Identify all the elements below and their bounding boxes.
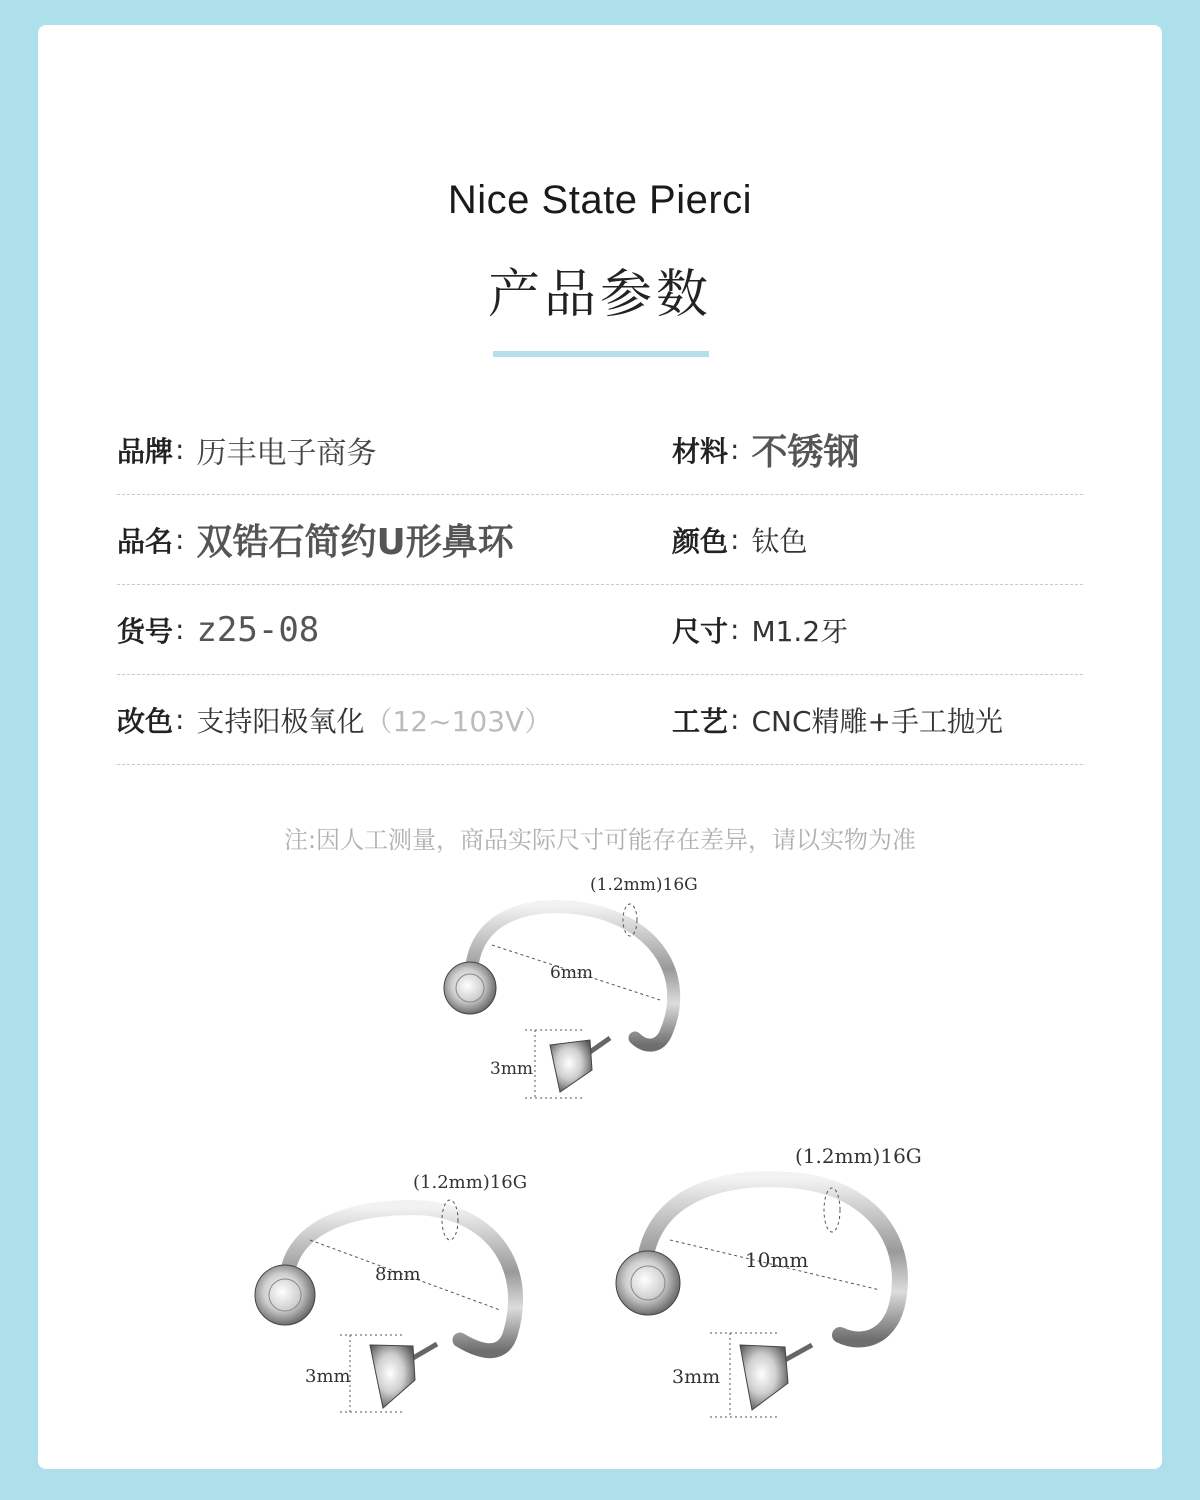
- spec-product-name: 品名 : 双锆石简约U形鼻环: [117, 495, 514, 584]
- gem-back: [370, 1345, 415, 1408]
- spec-row: [117, 675, 1083, 765]
- gem-back: [740, 1345, 788, 1410]
- spec-label: 材料: [672, 434, 729, 468]
- spec-label: 改色: [117, 704, 174, 738]
- spec-row: [117, 585, 1083, 675]
- spec-row: [117, 405, 1083, 495]
- spec-size: 尺寸 : M1.2牙: [672, 585, 848, 674]
- spec-label: 尺寸: [672, 614, 729, 648]
- spec-row: [117, 495, 1083, 585]
- gem-front: [255, 1265, 315, 1325]
- screw-thread: [590, 1038, 610, 1052]
- spec-label: 颜色: [672, 524, 729, 558]
- spec-label: 工艺: [672, 704, 729, 738]
- gem-front: [616, 1251, 680, 1315]
- spec-value: CNC精雕+手工抛光: [751, 704, 1003, 738]
- spec-value: M1.2牙: [751, 614, 849, 648]
- spec-craft: 工艺 : CNC精雕+手工抛光: [672, 675, 1003, 764]
- spec-label: 品名: [117, 524, 174, 558]
- diameter-label: 6mm: [550, 963, 594, 983]
- gem-back: [550, 1040, 592, 1092]
- spec-value: 历丰电子商务: [196, 435, 377, 471]
- spec-value: z25-08: [196, 609, 320, 650]
- diameter-label: 8mm: [375, 1264, 421, 1285]
- section-heading: 产品参数: [487, 265, 712, 325]
- heading-underline: [493, 351, 709, 357]
- spec-label: 货号: [117, 614, 174, 648]
- spec-item-number: 货号 : z25-08: [117, 609, 320, 650]
- spec-color: 颜色 : 钛色: [672, 495, 807, 584]
- gem-front: [444, 962, 496, 1014]
- spec-material: 材料 : 不锈钢: [672, 405, 859, 494]
- gem-size-label: 3mm: [305, 1366, 351, 1387]
- ring-diagram-6mm: [420, 870, 740, 1110]
- ring-diagram-10mm: [600, 1135, 960, 1435]
- spec-label: 品牌: [117, 434, 174, 468]
- spec-value-note: （12~103V）: [364, 704, 553, 738]
- screw-thread: [413, 1344, 437, 1358]
- spec-value: 支持阳极氧化: [196, 704, 365, 738]
- spec-value: 双锆石简约U形鼻环: [196, 522, 514, 563]
- screw-thread: [785, 1345, 812, 1360]
- ring-diagram-8mm: [245, 1160, 575, 1430]
- brand-title: Nice State Pierci: [447, 178, 753, 222]
- gauge-label: (1.2mm)16G: [590, 875, 698, 895]
- diameter-label: 10mm: [745, 1248, 809, 1272]
- spec-value: 不锈钢: [751, 432, 860, 473]
- gauge-label: (1.2mm)16G: [413, 1172, 528, 1193]
- measurement-note: 注:因人工测量，商品实际尺寸可能存在差异，请以实物为准: [283, 826, 917, 854]
- gauge-label: (1.2mm)16G: [795, 1144, 922, 1168]
- spec-recolor: 改色 : 支持阳极氧化（12~103V）: [117, 675, 552, 764]
- spec-value: 钛色: [751, 524, 808, 558]
- gem-size-label: 3mm: [672, 1366, 721, 1388]
- spec-brand: 品牌 : 历丰电子商务: [117, 405, 376, 494]
- gem-size-label: 3mm: [490, 1059, 534, 1079]
